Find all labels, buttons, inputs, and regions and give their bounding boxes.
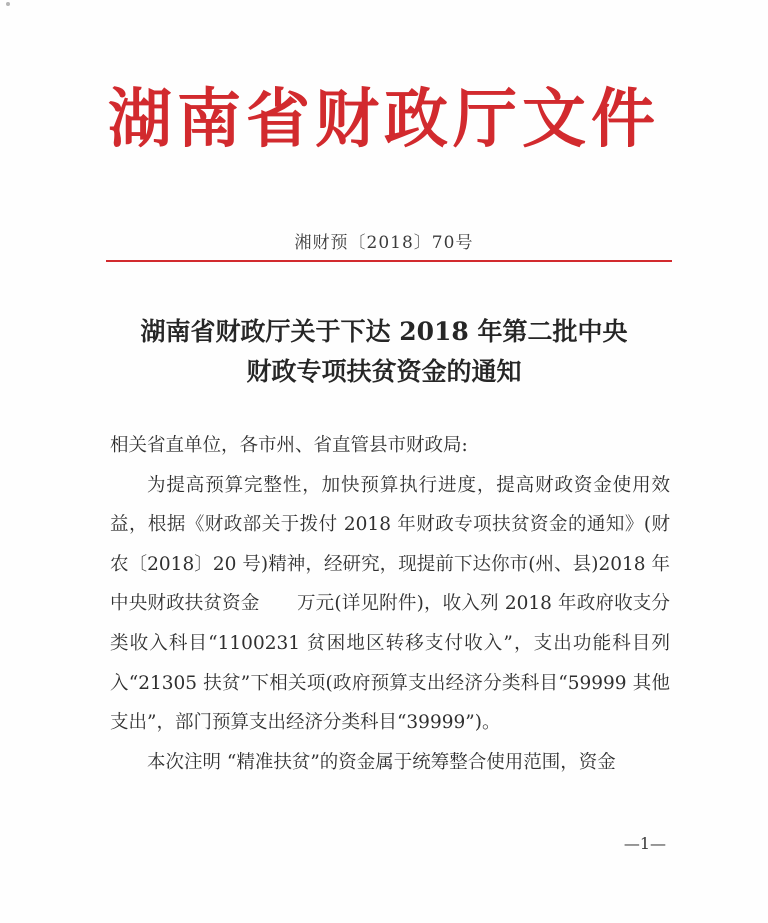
body-paragraph-2: 本次注明 “精准扶贫”的资金属于统筹整合使用范围，资金 xyxy=(147,751,616,773)
scan-speck xyxy=(6,2,10,6)
notice-title-line-2: 财政专项扶贫资金的通知 xyxy=(246,357,522,386)
document-number: 湘财预〔2018〕70号 xyxy=(294,233,474,253)
page-number: —1— xyxy=(623,834,666,853)
notice-title xyxy=(0,312,768,392)
notice-title-line-1: 湖南省财政厅关于下达 2018 年第二批中央 xyxy=(140,317,628,346)
body-paragraph-1: 为提高预算完整性，加快预算执行进度，提高财政资金使用效益，根据《财政部关于拨付 2018 年财政专项扶贫资金的通知》(财农〔2018〕20 号)精神，经研究，现提前下达你市(州、县)2018 年中央财政扶贫资金 万元(详见附件)，收入列 2018 年政府收支分类收入科目“1100231 贫困地区转移支付收入”，支出功能科目列入“21305 扶贫”下相关项(政府预算支出经济分类科目“59999 其他支出”，部门预算支出经济分类科目“39999”)。 xyxy=(110,474,670,734)
addressee-line: 相关省直单位，各市州、省直管县市财政局: xyxy=(110,435,468,456)
red-divider-line xyxy=(106,260,672,262)
document-header-title: 湖南省财政厅文件 xyxy=(108,82,660,157)
document-body xyxy=(110,426,670,782)
